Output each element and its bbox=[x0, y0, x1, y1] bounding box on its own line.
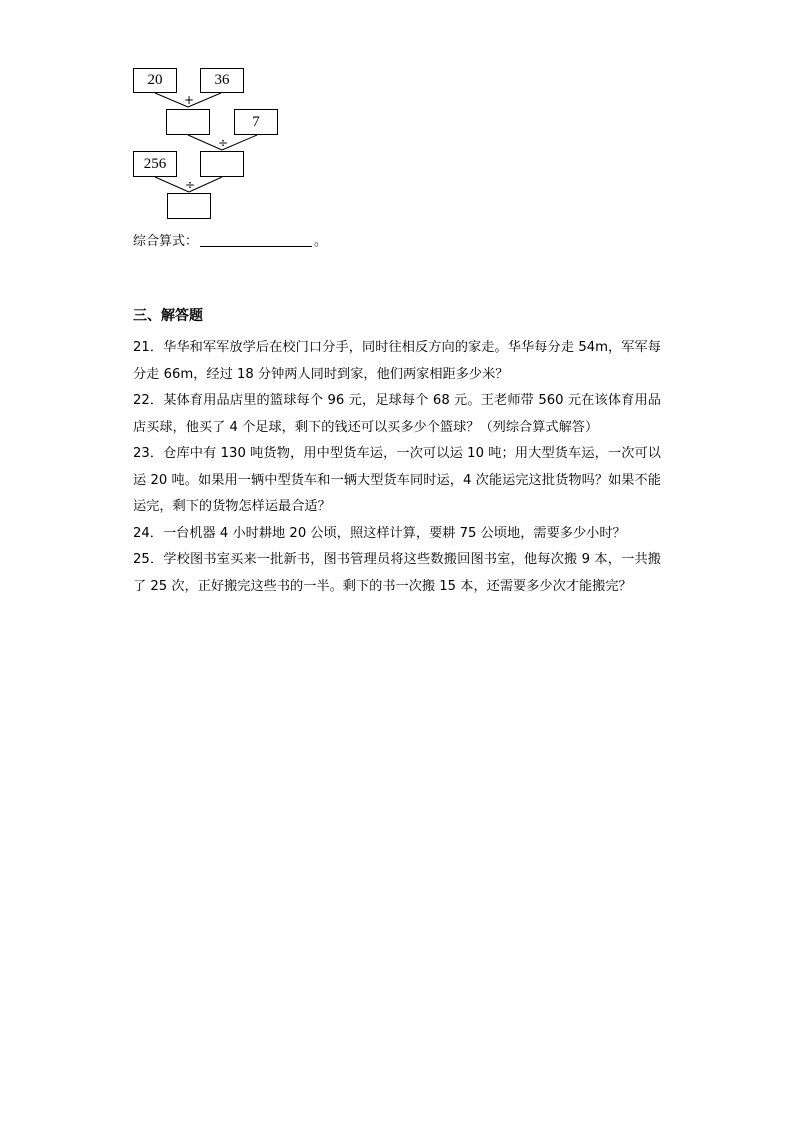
question-21: 21．华华和军军放学后在校门口分手，同时往相反方向的家走。华华每分走 54m，军军每分走 66m，经过 18 分钟两人同时到家，他们两家相距多少米？ bbox=[133, 340, 661, 382]
box-top-right: 36 bbox=[200, 68, 244, 93]
combined-formula-line bbox=[133, 233, 327, 251]
formula-label: 综合算式： bbox=[133, 234, 199, 249]
operator-plus: + bbox=[184, 93, 195, 107]
box-top-left: 20 bbox=[133, 68, 177, 93]
box-mid-result[interactable] bbox=[166, 109, 210, 135]
formula-end-mark: 。 bbox=[314, 234, 328, 249]
question-23: 23．仓库中有 130 吨货物，用中型货车运，一次可以运 10 吨；用大型货车运，一次可以运 20 吨。如果用一辆中型货车和一辆大型货车同时运，4 次能运完这批货物吗？如果不能运完，剩下的货物怎样运最合适？ bbox=[133, 446, 661, 514]
operator-divide-1: ÷ bbox=[218, 136, 229, 150]
section-heading: 三、解答题 bbox=[133, 308, 203, 324]
question-25: 25．学校图书室买来一批新书，图书管理员将这些数搬回图书室，他每次搬 9 本，一共搬了 25 次，正好搬完这些书的一半。剩下的书一次搬 15 本，还需要多少次才能搬完？ bbox=[133, 552, 661, 594]
box-low-left: 256 bbox=[133, 151, 177, 177]
box-final-result[interactable] bbox=[167, 193, 211, 219]
box-low-right[interactable] bbox=[200, 151, 244, 177]
question-24: 24．一台机器 4 小时耕地 20 公顷，照这样计算，要耕 75 公顷地，需要多少小时？ bbox=[133, 525, 626, 541]
question-22: 22．某体育用品店里的篮球每个 96 元，足球每个 68 元。王老师带 560 元在该体育用品店买球，他买了 4 个足球，剩下的钱还可以买多少个篮球？（列综合算式解答） bbox=[133, 393, 661, 435]
formula-answer-blank[interactable] bbox=[200, 233, 312, 247]
question-list bbox=[133, 335, 661, 600]
operator-divide-2: ÷ bbox=[185, 178, 196, 192]
box-mid-right: 7 bbox=[234, 109, 278, 135]
calculation-flow-diagram bbox=[120, 60, 300, 225]
